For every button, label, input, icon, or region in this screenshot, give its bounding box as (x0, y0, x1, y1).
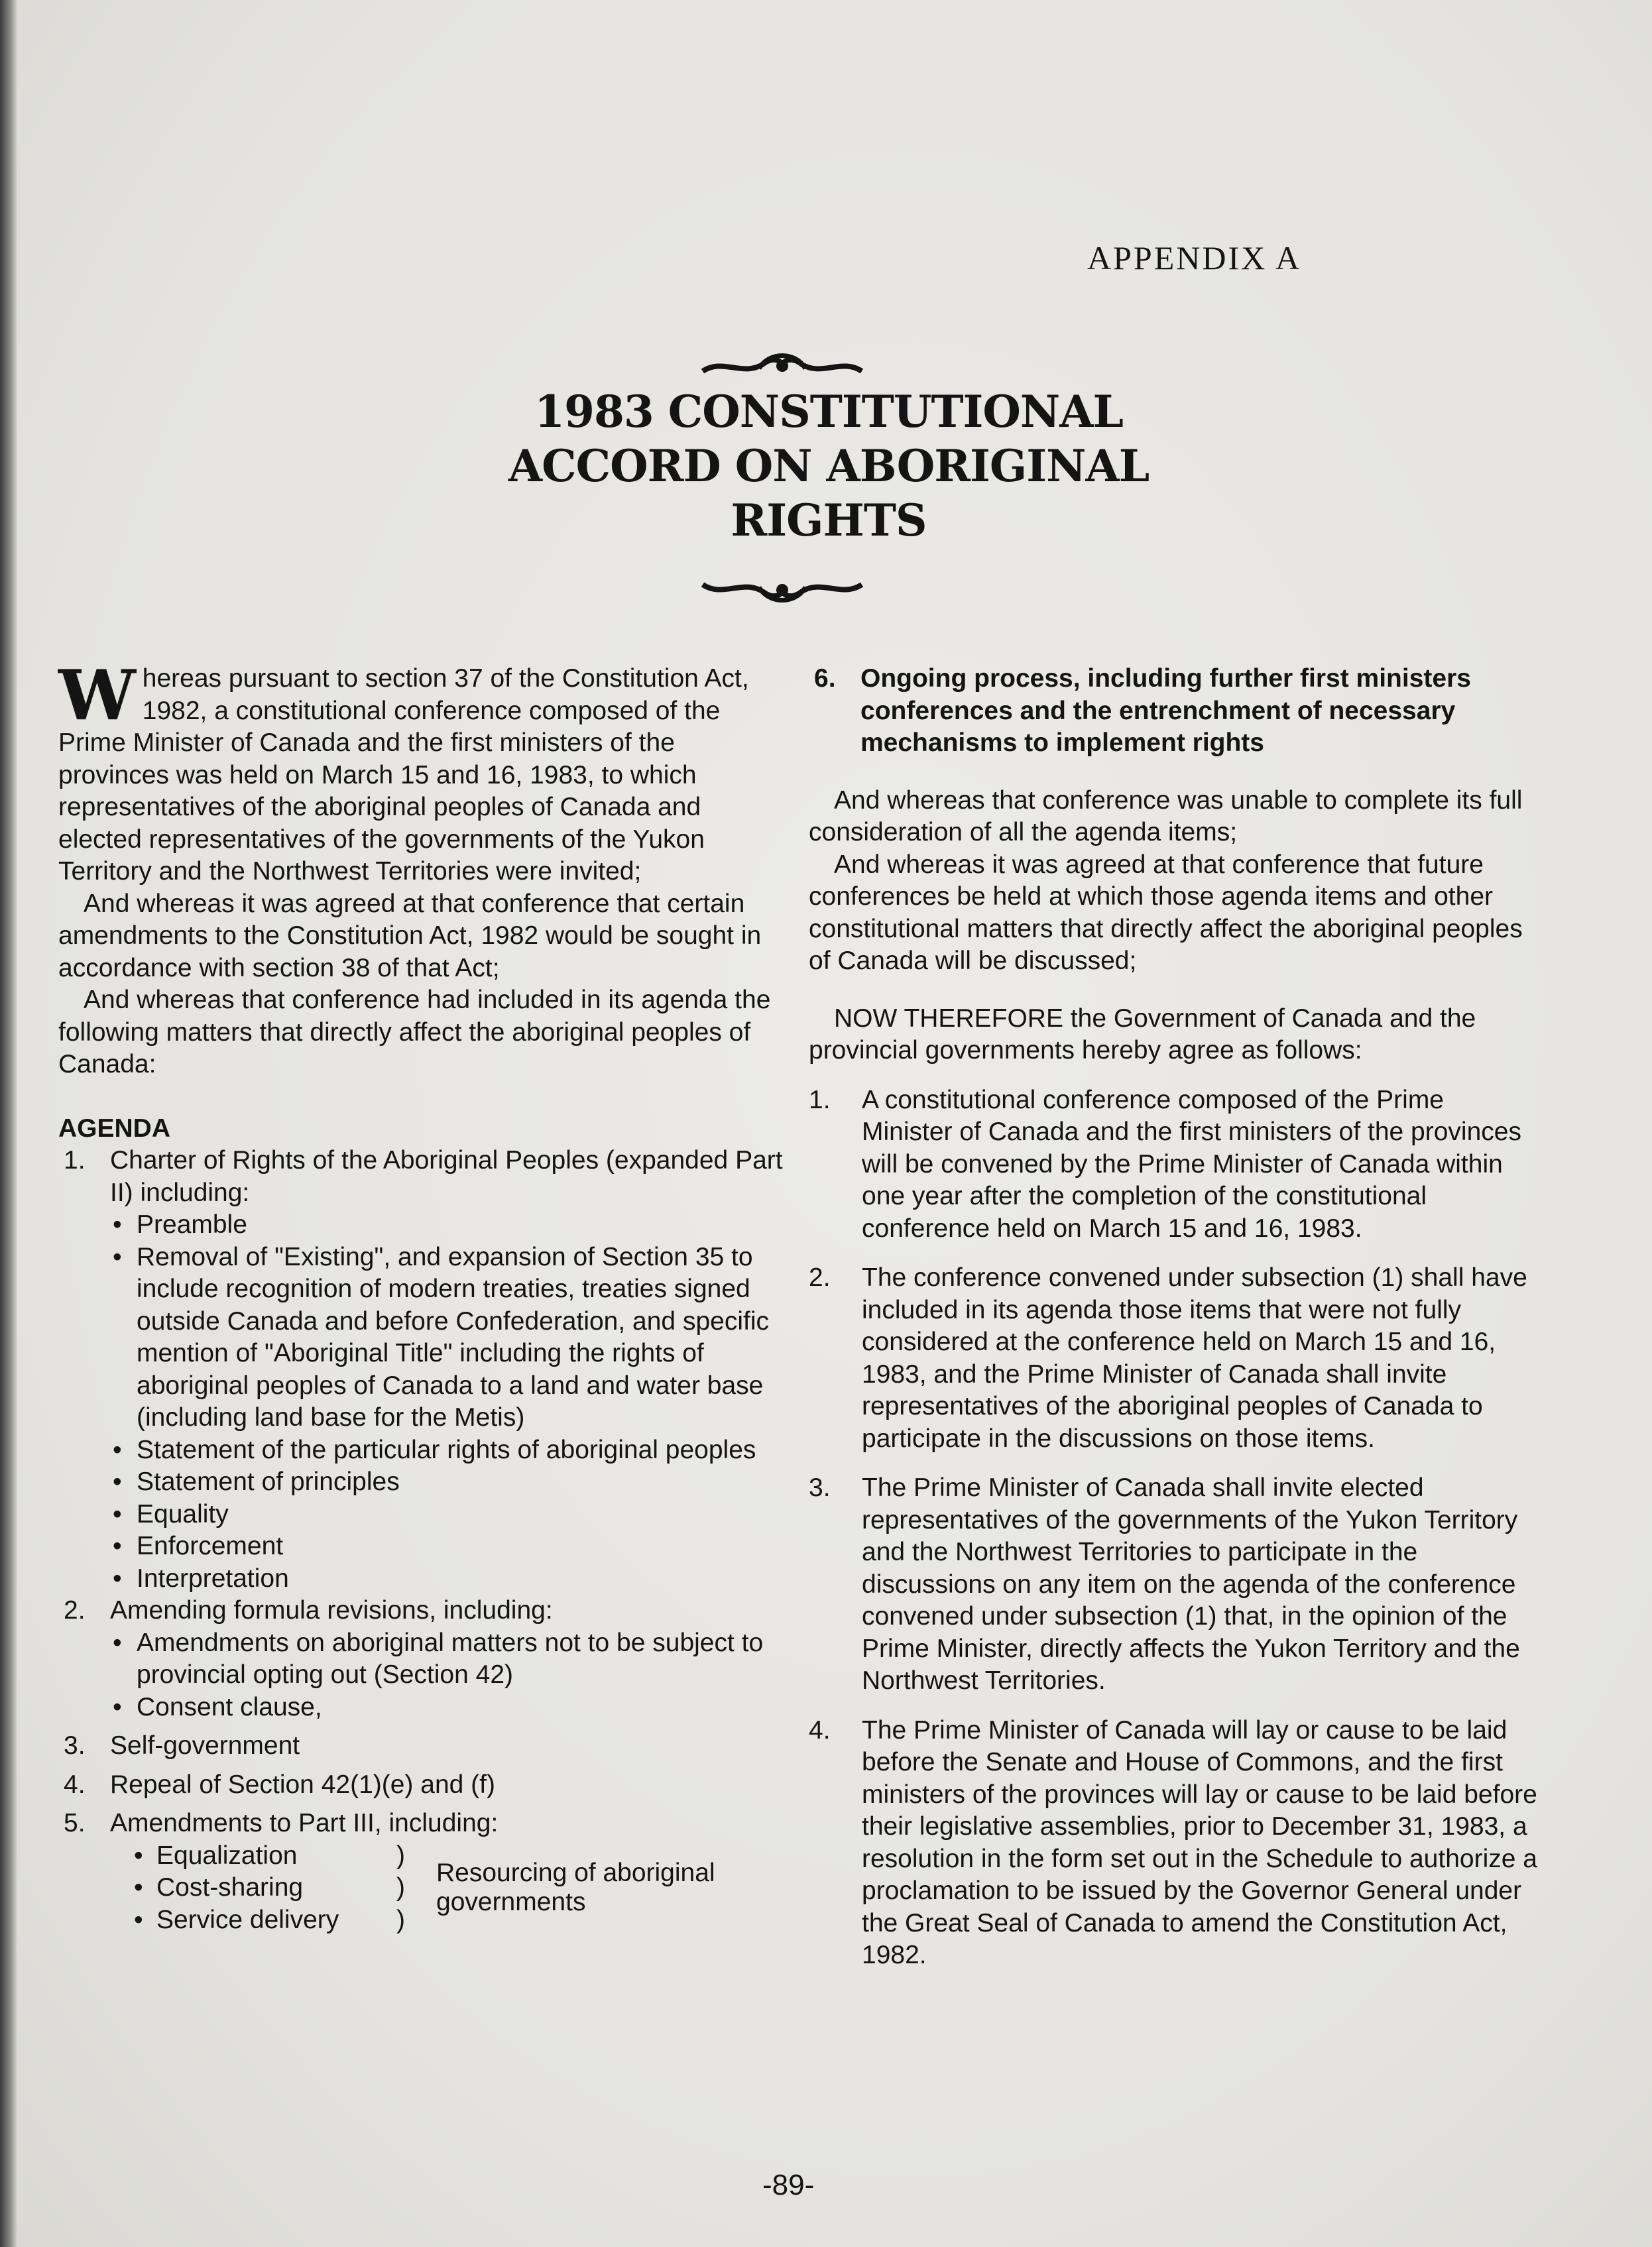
item-number: 4. (64, 1770, 86, 1799)
item-number: 2. (64, 1596, 86, 1625)
clause-text: The conference convened under subsection (1) shall have included in its agenda those items that were not fully considered at the conference held on March 15 and 16, 1983, and the Prime Minister of Canada shall invite representatives of the aboriginal peoples of Canada to participate in the discussions on those items. (862, 1263, 1527, 1453)
item-number: 5. (64, 1809, 86, 1837)
item-text: Repeal of Section 42(1)(e) and (f) (110, 1770, 495, 1799)
agenda-item-1-bullets (58, 1209, 788, 1595)
clause-number: 1. (809, 1085, 831, 1114)
clause-number: 3. (809, 1473, 831, 1502)
page-binding-edge (0, 0, 17, 2247)
document-title (371, 384, 1286, 547)
item-text: Amendments to Part III, including: (110, 1809, 499, 1837)
agenda-item-5-bullets (58, 1840, 788, 1937)
item-text: Self-government (110, 1731, 300, 1760)
whereas-paragraph-5: And whereas it was agreed at that conference that future conferences be held at which those agenda items and other constitutional matters that directly affect the aboriginal peoples of Canada will be discussed; (809, 850, 1523, 975)
item-number: 3. (64, 1731, 86, 1760)
bullet-item: • Statement of the particular rights of aboriginal peoples (110, 1434, 788, 1467)
title-line: ACCORD ON ABORIGINAL (508, 440, 1150, 492)
bullet-item: • Consent clause, (110, 1692, 788, 1724)
agenda-item-6 (809, 663, 1538, 760)
item-text: Ongoing process, including further first ministers conferences and the entrenchment of necessary mechanisms to implement rights (860, 664, 1471, 757)
left-column (58, 654, 788, 1936)
bullet-list (131, 1840, 396, 1937)
clause-number: 4. (809, 1715, 831, 1745)
item-number: 6. (814, 664, 836, 693)
bracket: ) (396, 1841, 405, 1870)
clause-text: The Prime Minister of Canada will lay or cause to be laid before the Senate and House of Commons, and the first ministers of the provinces will lay or cause to be laid before their legislative assemblies, prior to December 31, 1983, a resolution in the form set out in the Schedule to authorize a proclamation to be issued by the Governor General under the Great Seal of Canada to amend the Constitution Act, 1982. (862, 1715, 1537, 1969)
bullet-item: • Cost-sharing (131, 1872, 396, 1904)
item-text: Charter of Rights of the Aboriginal Peoples (expanded Part II) including: (110, 1146, 783, 1207)
clause-3 (809, 1472, 1538, 1698)
bullet-item: • Preamble (110, 1209, 788, 1241)
agenda-item-2-bullets (58, 1627, 788, 1724)
bullet-item: • Equality (110, 1499, 788, 1531)
intro-text: hereas pursuant to section 37 of the Constitution Act, 1982, a constitutional conference composed of the Prime Minister of Canada and the first ministers of the provinces was held on March 15 and 16, 1983, to which representatives of the aboriginal peoples of Canada and elected representatives of the governments of the Yukon Territory and the Northwest Territories were invited; (58, 664, 749, 886)
agenda-item-5 (58, 1808, 788, 1840)
bullet-item: • Removal of "Existing", and expansion of Section 35 to include recognition of modern treaties, treaties signed outside Canada and before Confederation, and specific mention of "Aboriginal Title" including the rights of aboriginal peoples of Canada to a land and water base (including land base for the Metis) (110, 1241, 788, 1434)
agenda-item-1 (58, 1145, 788, 1209)
bracket-group (396, 1840, 436, 1937)
clause-4 (809, 1715, 1538, 1972)
agenda-item-2 (58, 1595, 788, 1627)
top-ornament-icon (696, 345, 868, 384)
appendix-label: APPENDIX A (1087, 239, 1302, 276)
agenda-item-3 (58, 1730, 788, 1762)
page-number: -89- (762, 2169, 815, 2201)
item-number: 1. (64, 1146, 86, 1175)
clause-number: 2. (809, 1263, 831, 1292)
now-therefore-paragraph: NOW THEREFORE the Government of Canada and the provincial governments hereby agree as follows: (809, 1004, 1476, 1065)
bullet-item: • Equalization (131, 1840, 396, 1873)
item-text: Amending formula revisions, including: (110, 1596, 553, 1625)
drop-cap: W (58, 654, 136, 736)
clause-1 (809, 1084, 1538, 1245)
bullet-item: • Enforcement (110, 1530, 788, 1563)
agenda-item-4 (58, 1769, 788, 1802)
show-through-text (60, 239, 67, 267)
title-line: 1983 CONSTITUTIONAL (534, 386, 1123, 437)
bracket: ) (396, 1873, 405, 1902)
agenda-heading: AGENDA (58, 1114, 171, 1143)
bullet-item: • Amendments on aboriginal matters not to be subject to provincial opting out (Section 42) (110, 1627, 788, 1692)
whereas-paragraph-4: And whereas that conference was unable to complete its full consideration of all the agenda items; (809, 785, 1523, 846)
bullet-item: • Interpretation (110, 1563, 788, 1595)
whereas-paragraph-3: And whereas that conference had included in its agenda the following matters that directly affect the aboriginal peoples of Canada: (58, 986, 771, 1078)
whereas-paragraph-2: And whereas it was agreed at that conference that certain amendments to the Constitution Act, 1982 would be sought in accordance with section 38 of that Act; (58, 889, 762, 982)
bullet-item: • Service delivery (131, 1904, 396, 1937)
clause-2 (809, 1262, 1538, 1455)
bottom-ornament-icon (696, 570, 868, 610)
right-column (809, 663, 1538, 1972)
bracket: ) (396, 1905, 405, 1934)
intro-paragraph (58, 654, 788, 888)
clause-text: The Prime Minister of Canada shall invite elected representatives of the governments of the Yukon Territory and the Northwest Territories to participate in the discussions on any item on the agenda of the conference convened under subsection (1) that, in the opinion of the Prime Minister, directly affects the Yukon Territory and the Northwest Territories. (862, 1473, 1520, 1695)
clause-text: A constitutional conference composed of the Prime Minister of Canada and the first ministers of the provinces will be convened by the Prime Minister of Canada within one year after the completion of the constitutional conference held on March 15 and 16, 1983. (862, 1085, 1521, 1243)
title-line: RIGHTS (731, 494, 927, 546)
resourcing-note: Resourcing of aboriginal governments (436, 1859, 715, 1917)
bullet-item: • Statement of principles (110, 1466, 788, 1499)
